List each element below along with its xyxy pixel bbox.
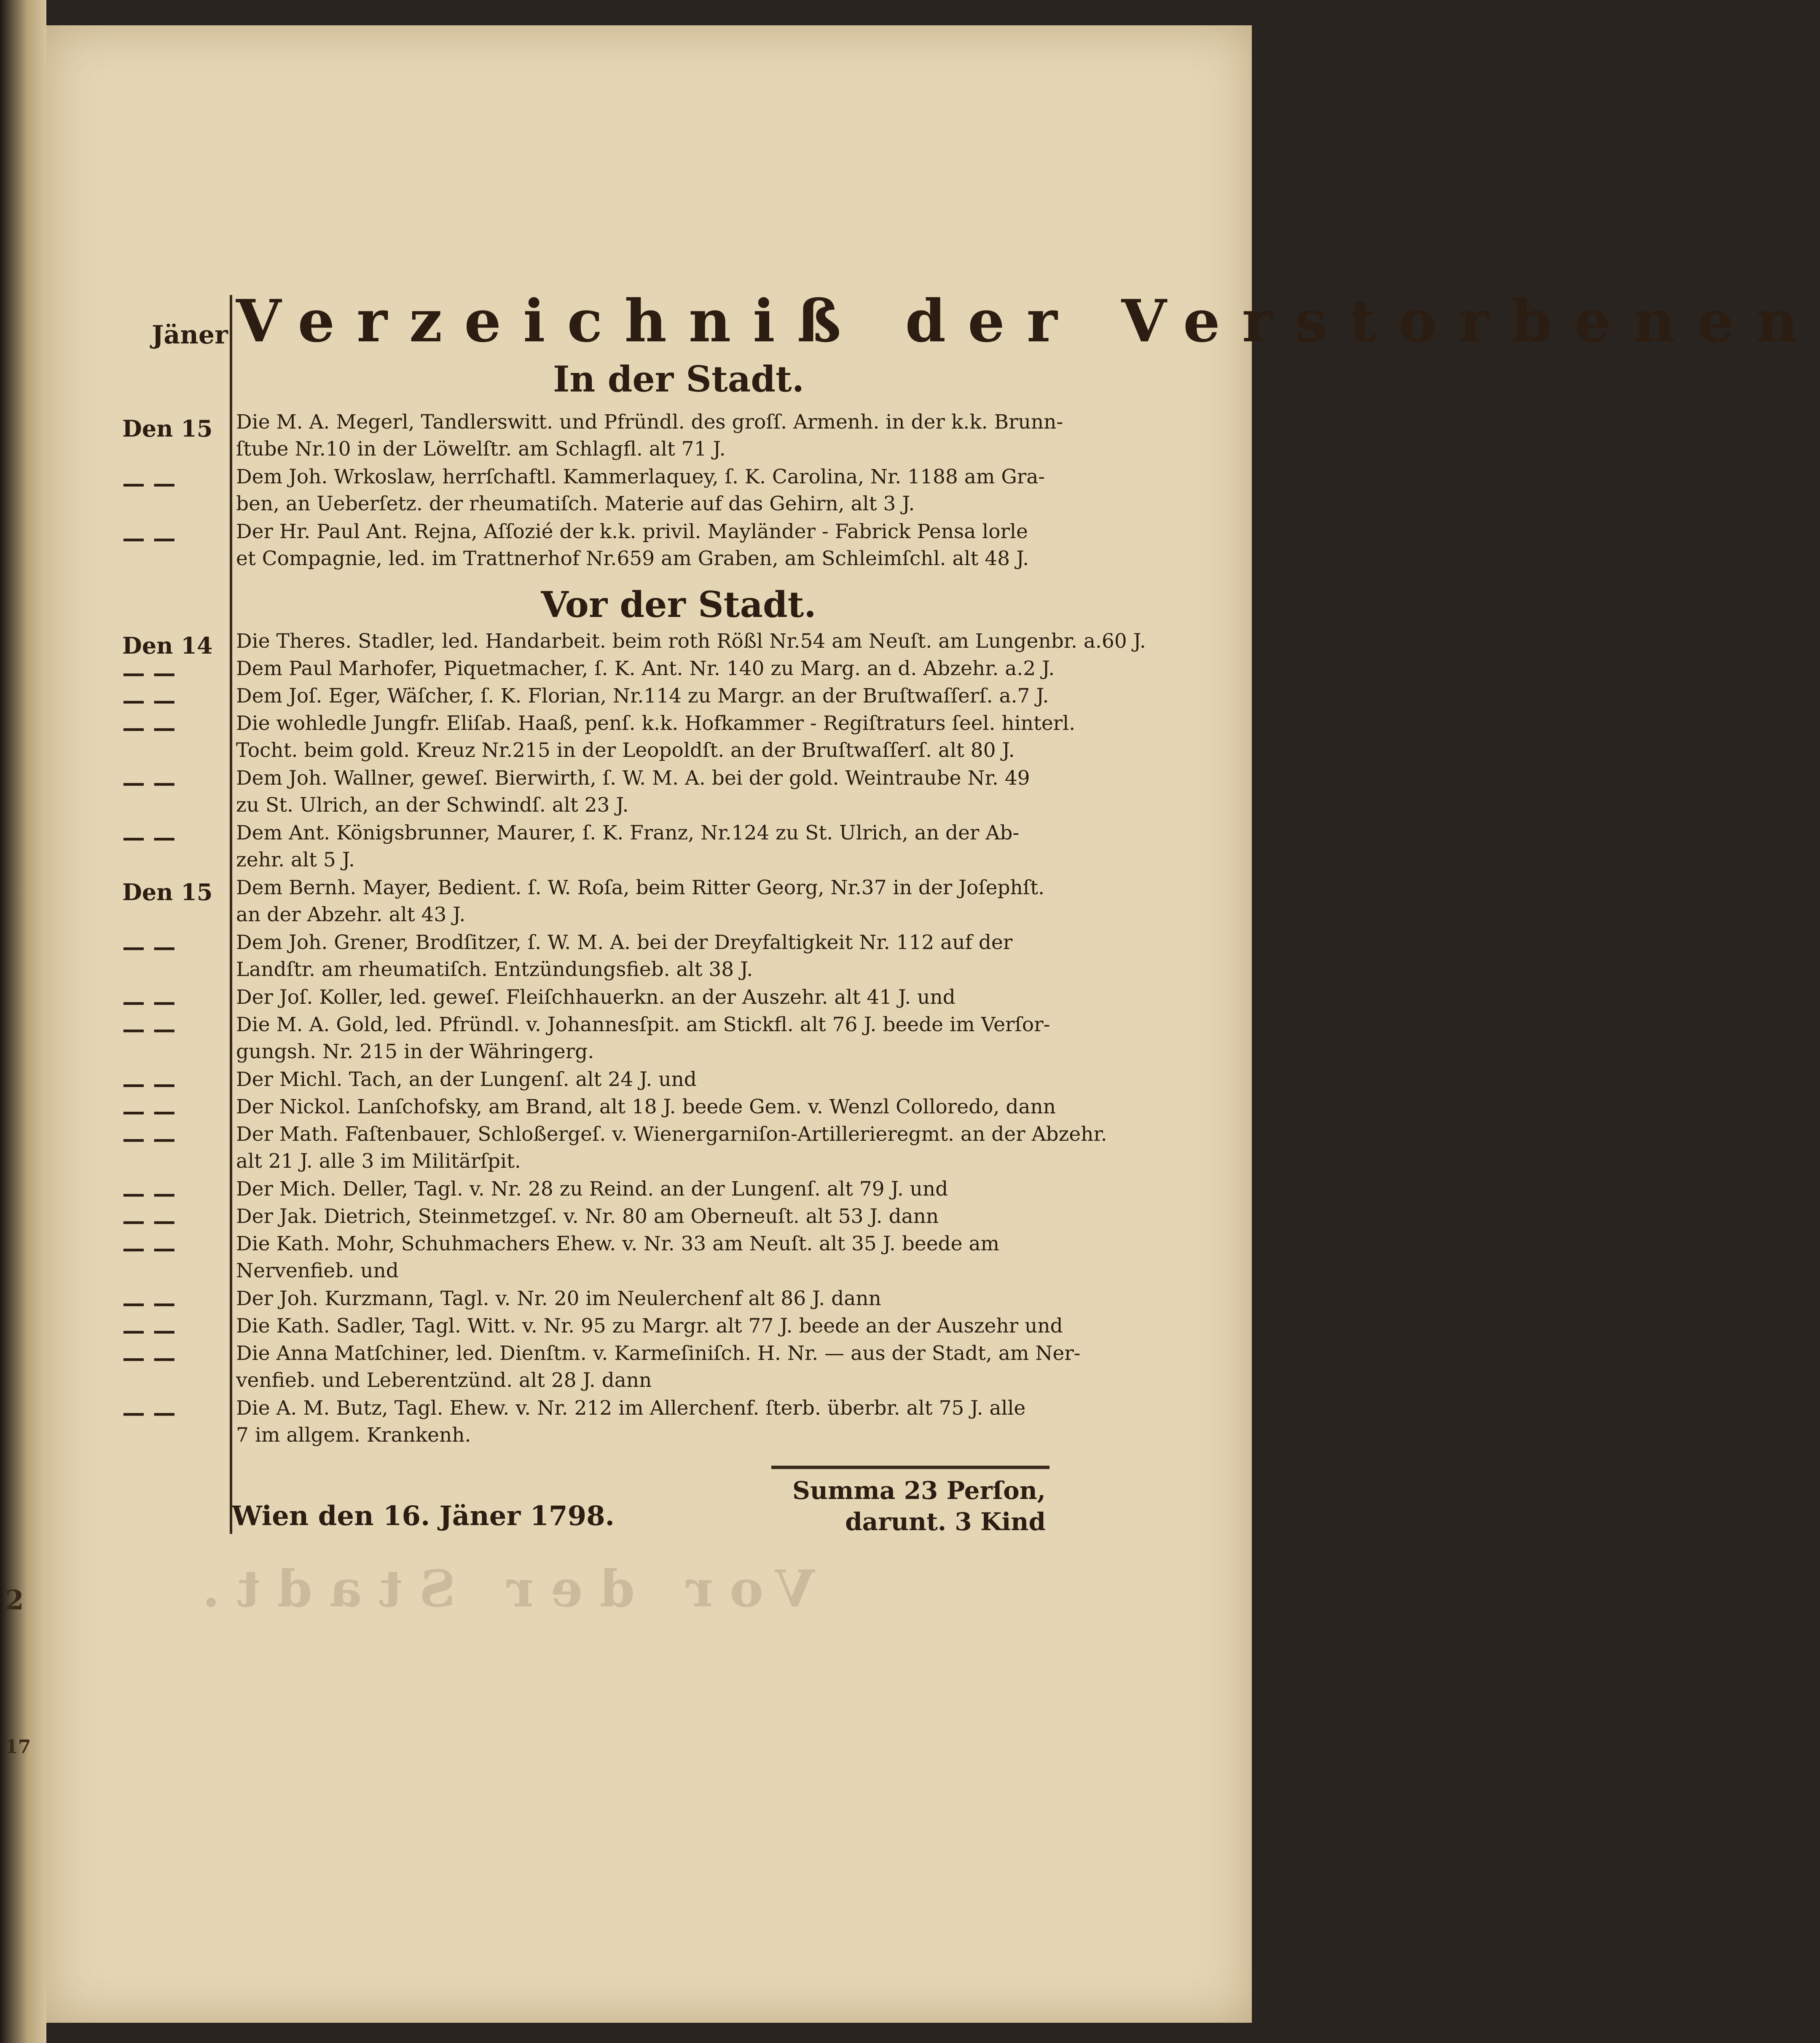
entry-date: — — bbox=[122, 1399, 176, 1426]
list-item: Dem Joh. Wrkoslaw, herrſchaftl. Kammerlaquey, ſ. K. Carolina, Nr. 1188 am Gra- ben, an Ueberſetz. der rheumatiſch. Materie auf das Gehirn, alt 3 J. bbox=[236, 465, 1045, 515]
entry-date: — — bbox=[122, 660, 176, 686]
entry-date: — — bbox=[122, 1207, 176, 1234]
entry-date: — — bbox=[122, 714, 176, 741]
list-item: Die Kath. Mohr, Schuhmachers Ehew. v. Nr. 33 am Neuſt. alt 35 J. beede am Nervenfieb. und bbox=[236, 1232, 999, 1282]
summary-total: Summa 23 Perſon, bbox=[792, 1476, 1046, 1505]
list-item: Die Theres. Stadler, led. Handarbeit. beim roth Rößl Nr.54 am Neuſt. am Lungenbr. a.60 J. bbox=[236, 630, 1146, 653]
page-title: Verzeichniß der Verstorbenen bbox=[236, 287, 1820, 355]
list-item: Dem Joh. Wallner, geweſ. Bierwirth, ſ. W. M. A. bei der gold. Weintraube Nr. 49 zu St. Ulrich, an der Schwindſ. alt 23 J. bbox=[236, 767, 1030, 817]
entry-date: — — bbox=[122, 769, 176, 796]
document-page bbox=[46, 25, 1820, 2023]
entry-date: Den 14 bbox=[122, 632, 213, 659]
entry-date: — — bbox=[122, 1235, 176, 1262]
entry-date: Den 15 bbox=[122, 415, 213, 442]
previous-page-mark: 17 bbox=[5, 1736, 31, 1758]
section-heading-city: In der Stadt. bbox=[553, 358, 804, 400]
list-item: Der Michl. Tach, an der Lungenſ. alt 24 J. und bbox=[236, 1068, 697, 1091]
list-item: Der Math. Faſtenbauer, Schloßergeſ. v. Wienergarniſon-Artillerieregmt. an der Abzehr. alt 21 J. alle 3 im Militärſpit. bbox=[236, 1123, 1107, 1173]
list-item: Dem Joh. Grener, Brodſitzer, ſ. W. M. A. bei der Dreyfaltigkeit Nr. 112 auf der Landſtr. am rheumatiſch. Entzündungsfieb. alt 38 J. bbox=[236, 931, 1013, 981]
entry-date: — — bbox=[122, 525, 176, 552]
place-and-date: Wien den 16. Jäner 1798. bbox=[232, 1500, 615, 1532]
previous-page-mark: 2 bbox=[5, 1585, 24, 1616]
list-item: Der Joſ. Koller, led. geweſ. Fleiſchhauerkn. an der Auszehr. alt 41 J. und bbox=[236, 986, 956, 1009]
entry-date: — — bbox=[122, 1344, 176, 1371]
entry-date: — — bbox=[122, 988, 176, 1015]
list-item: Die A. M. Butz, Tagl. Ehew. v. Nr. 212 im Allerchenf. ſterb. überbr. alt 75 J. alle 7 im allgem. Krankenh. bbox=[236, 1397, 1026, 1447]
bleed-through-title: Vor der Stadt. bbox=[185, 1559, 815, 1619]
entry-date: — — bbox=[122, 1098, 176, 1125]
list-item: Die M. A. Gold, led. Pfründl. v. Johannesſpit. am Stickfl. alt 76 J. beede im Verſor- gungsh. Nr. 215 in der Währingerg. bbox=[236, 1013, 1050, 1063]
list-item: Dem Joſ. Eger, Wäſcher, ſ. K. Florian, Nr.114 zu Margr. an der Bruſtwaſſerſ. a.7 J. bbox=[236, 684, 1049, 708]
entry-date: — — bbox=[122, 1290, 176, 1316]
entry-date: Den 15 bbox=[122, 879, 213, 906]
entry-date: — — bbox=[122, 933, 176, 960]
entry-date: — — bbox=[122, 1180, 176, 1207]
summary-rule bbox=[771, 1466, 1050, 1469]
list-item: Dem Paul Marhofer, Piquetmacher, ſ. K. Ant. Nr. 140 zu Marg. an d. Abzehr. a.2 J. bbox=[236, 657, 1055, 680]
month-label: Jäner bbox=[152, 320, 228, 350]
section-heading-suburbs: Vor der Stadt. bbox=[541, 584, 816, 625]
entry-date: — — bbox=[122, 470, 176, 497]
entry-date: — — bbox=[122, 1016, 176, 1043]
list-item: Dem Ant. Königsbrunner, Maurer, ſ. K. Franz, Nr.124 zu St. Ulrich, an der Ab- zehr. alt 5 J. bbox=[236, 821, 1020, 871]
list-item: Die Anna Matſchiner, led. Dienſtm. v. Karmeſiniſch. H. Nr. — aus der Stadt, am Ner- venfieb. und Leberentzünd. alt 28 J. dann bbox=[236, 1342, 1081, 1392]
entry-date: — — bbox=[122, 1125, 176, 1152]
list-item: Der Nickol. Lanſchofsky, am Brand, alt 18 J. beede Gem. v. Wenzl Colloredo, dann bbox=[236, 1095, 1056, 1118]
margin-rule bbox=[230, 295, 232, 1534]
list-item: Der Joh. Kurzmann, Tagl. v. Nr. 20 im Neulerchenf alt 86 J. dann bbox=[236, 1287, 881, 1310]
list-item: Die M. A. Megerl, Tandlerswitt. und Pfründl. des groſſ. Armenh. in der k.k. Brunn- ſtube Nr.10 in der Löwelſtr. am Schlagfl. alt 71 J. bbox=[236, 410, 1063, 461]
list-item: Der Jak. Dietrich, Steinmetzgeſ. v. Nr. 80 am Oberneuſt. alt 53 J. dann bbox=[236, 1205, 939, 1228]
list-item: Der Hr. Paul Ant. Rejna, Aſſozié der k.k. privil. Mayländer - Fabrick Pensa lorle et Compagnie, led. im Trattnerhof Nr.659 am Graben, am Schleimſchl. alt 48 J. bbox=[236, 520, 1029, 570]
entry-date: — — bbox=[122, 687, 176, 714]
list-item: Dem Bernh. Mayer, Bedient. ſ. W. Roſa, beim Ritter Georg, Nr.37 in der Joſephſt. an der Abzehr. alt 43 J. bbox=[236, 876, 1045, 926]
summary-children: darunt. 3 Kind bbox=[845, 1507, 1046, 1536]
summary-block bbox=[792, 1475, 1046, 1537]
entry-date: — — bbox=[122, 1070, 176, 1097]
list-item: Die wohledle Jungfr. Eliſab. Haaß, penſ. k.k. Hofkammer - Regiſtraturs ſeel. hinterl. Tocht. beim gold. Kreuz Nr.215 in der Leopoldſt. an der Bruſtwaſſerſ. alt 80 J. bbox=[236, 712, 1076, 762]
list-item: Die Kath. Sadler, Tagl. Witt. v. Nr. 95 zu Margr. alt 77 J. beede an der Auszehr und bbox=[236, 1314, 1063, 1338]
previous-page-edge bbox=[0, 0, 46, 2043]
entry-date: — — bbox=[122, 1317, 176, 1344]
list-item: Der Mich. Deller, Tagl. v. Nr. 28 zu Reind. an der Lungenſ. alt 79 J. und bbox=[236, 1177, 948, 1201]
entry-date: — — bbox=[122, 824, 176, 851]
